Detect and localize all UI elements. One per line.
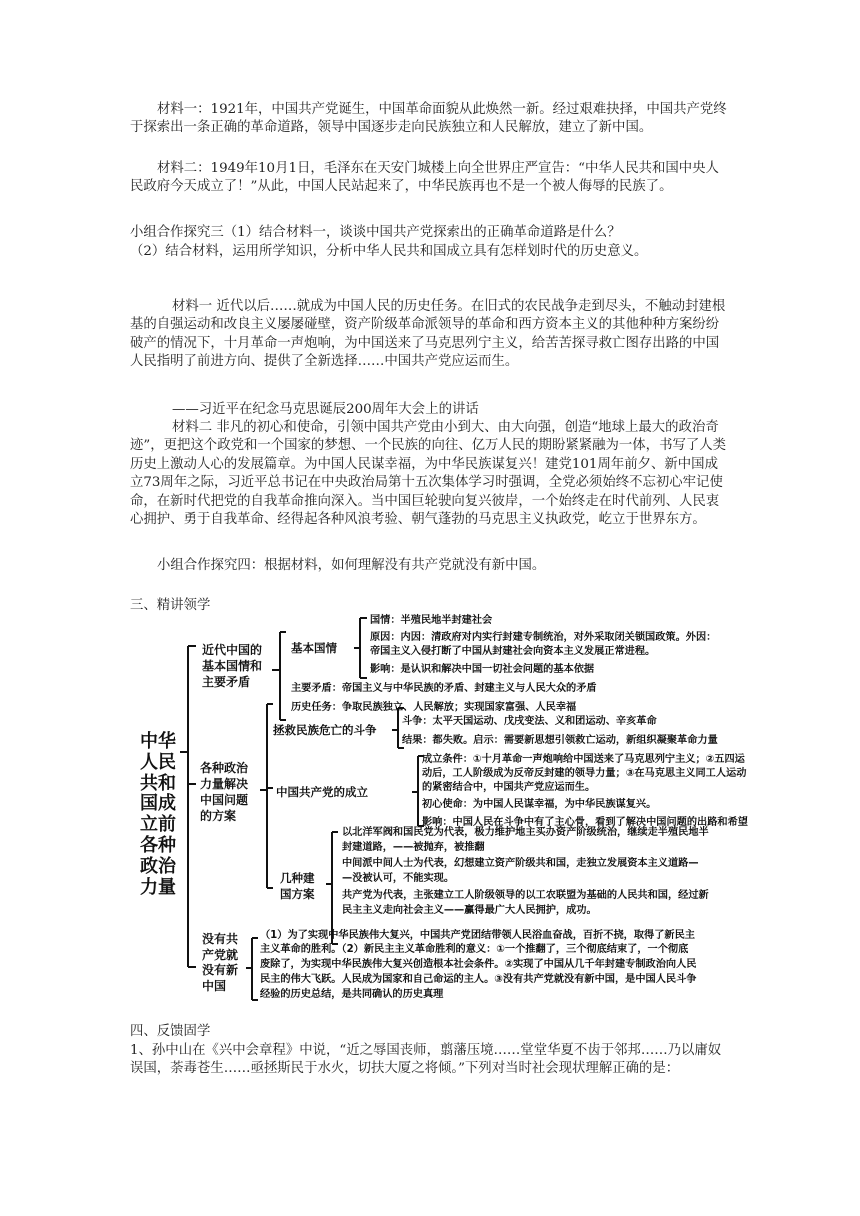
plan-1-text-b: 封建道路，——被抛弃，被推翻 (342, 842, 485, 853)
founding-conditions-3: 的紧密结合中，中国共产党应运而生。 (422, 782, 596, 793)
plan-3-text-b: 民主主义走向社会主义——赢得最广大人民拥护，成功。 (342, 905, 597, 916)
founding-influence-text: 影响：中国人民在斗争中有了主心骨，看到了解决中国问题的出路和希望 (422, 817, 748, 828)
influence-text: 影响：是认识和解决中国一切社会问题的基本依据 (370, 664, 595, 675)
nation-building-plans-node: 几种建 国方案 (280, 871, 315, 901)
branch-2-node: 各种政治 力量解决 中国问题 的方案 (200, 761, 249, 823)
material-2b-paragraph: 材料二 非凡的初心和使命，引领中国共产党由小到大、由大向强，创造“地球上最大的政治奇迹”，更把这个政党和一个国家的梦想、一个民族的向往、亿万人民的期盼紧紧融为一体，书写了人类历史上激动人心的发展篇章。为中国人民谋幸福，为中华民族谋复兴！建党101周年前夕、新中国成立73周年之际，习近平总书记在中央政治局第十五次集体学习时强调，全党必须始终不忘初心牢记使命，在新时代把党的自我革命推向深入。当中国巨轮驶向复兴彼岸，一个始终走在时代前列、人民衷心拥护、勇于自我革命、经得起各种风浪考验、朝气蓬勃的马克思主义执政党，屹立于世界东方。 (130, 420, 727, 528)
branch-3-line-3: 废除了，为实现中华民族伟大复兴创造根本社会条件。②实现了中国从几千年封建专制政治向人民 (260, 959, 697, 970)
cpc-founding-node: 中国共产党的成立 (276, 785, 368, 799)
question-3-part-2: （2）结合材料，运用所学知识，分析中华人民共和国成立具有怎样划时代的历史意义。 (130, 244, 648, 259)
branch-1-node: 近代中国的 基本国情和 主要矛盾 (202, 643, 263, 689)
question-4: 小组合作探究四：根据材料，如何理解没有共产党就没有新中国。 (157, 558, 546, 573)
cause-text-2: 帝国主义入侵打断了中国从封建社会向资本主义发展正常进程。 (370, 646, 656, 657)
basic-conditions-node: 基本国情 (291, 641, 337, 655)
quote-source: ——习近平在纪念马克思诞辰200周年大会上的讲话 (172, 402, 479, 417)
founding-conditions-1: 成立条件：①十月革命一声炮响给中国送来了马克思列宁主义；②五四运 (422, 754, 745, 765)
plan-2-text-b: —没被认可，不能实现。 (342, 873, 455, 884)
struggle-text: 斗争：太平天国运动、戊戌变法、义和团运动、辛亥革命 (402, 716, 657, 727)
plan-1-text-a: 以北洋军阀和国民党为代表，极力维护地主买办资产阶级统治，继续走半殖民地半 (342, 827, 709, 838)
national-salvation-node: 拯救民族危亡的斗争 (273, 723, 377, 737)
national-condition-text: 国情：半殖民地半封建社会 (370, 615, 493, 626)
mind-map-diagram (130, 612, 820, 1004)
branch-3-line-1: （1）为了实现中华民族伟大复兴，中国共产党团结带领人民浴血奋战，百折不挠，取得了新民主 (260, 930, 695, 941)
root-node: 中华 人民 共和 国成 立前 各种 政治 力量 (140, 731, 176, 898)
plan-3-text-a: 共产党为代表，主张建立工人阶级领导的以工农联盟为基础的人民共和国，经过新 (342, 890, 709, 901)
material-1-paragraph: 材料一：1921年，中国共产党诞生，中国革命面貌从此焕然一新。经过艰难抉择，中国共产党终于探索出一条正确的革命道路，领导中国逐步走向民族独立和人民解放，建立了新中国。 (130, 102, 727, 136)
question-1: 1、孙中山在《兴中会章程》中说，“近之辱国丧师，翦藩压境……堂堂华夏不齿于邻邦……乃以庸奴误国，荼毒苍生……亟拯斯民于水火，切扶大厦之将倾。”下列对当时社会现状理解正确的是： (130, 1043, 722, 1077)
cause-text-1: 原因：内因：清政府对内实行封建专制统治，对外采取闭关锁国政策。外因： (370, 632, 717, 643)
question-3-part-1: 小组合作探究三（1）结合材料一，谈谈中国共产党探索出的正确革命道路是什么？ (130, 225, 621, 240)
historical-task-text: 历史任务：争取民族独立、人民解放；实现国家富强、人民幸福 (291, 702, 577, 713)
branch-3-node: 没有共 产党就 没有新 中国 (202, 932, 239, 993)
plan-2-text-a: 中间派中间人士为代表，幻想建立资产阶级共和国，走独立发展资本主义道路— (342, 858, 699, 869)
section-heading-3: 三、精讲领学 (130, 598, 211, 613)
result-text: 结果：都失败。启示：需要新思想引领救亡运动，新组织凝聚革命力量 (402, 735, 718, 746)
branch-3-line-4: 民主的伟大飞跃。人民成为国家和自己命运的主人。③没有共产党就没有新中国，是中国人民斗争 (260, 974, 697, 985)
branch-3-line-5: 经验的历史总结，是共同确认的历史真理 (260, 989, 444, 1000)
material-2-paragraph: 材料二：1949年10月1日，毛泽东在天安门城楼上向全世界庄严宣告：“中华人民共和国中央人民政府今天成立了！”从此，中国人民站起来了，中华民族再也不是一个被人侮辱的民族了。 (130, 161, 719, 195)
branch-3-line-2: 主义革命的胜利。（2）新民主主义革命胜利的意义：①一个推翻了，三个彻底结束了，一个彻底 (260, 944, 689, 955)
original-mission-text: 初心使命：为中国人民谋幸福，为中华民族谋复兴。 (422, 799, 657, 810)
founding-conditions-2: 动后，工人阶级成为反帝反封建的领导力量；③在马克思主义同工人运动 (422, 768, 747, 779)
section-heading-4: 四、反馈固学 (130, 1024, 211, 1039)
material-1b-paragraph: 材料一 近代以后……就成为中国人民的历史任务。在旧式的农民战争走到尽头，不触动封建根基的自强运动和改良主义屡屡碰壁，资产阶级革命派领导的革命和西方资本主义的其他种种方案纷纷破产的情况下，十月革命一声炮响，为中国送来了马克思列宁主义，给苦苦探寻救亡图存出路的中国人民指明了前进方向、提供了全新选择……中国共产党应运而生。 (130, 299, 726, 370)
main-contradiction-text: 主要矛盾：帝国主义与中华民族的矛盾、封建主义与人民大众的矛盾 (291, 683, 597, 694)
